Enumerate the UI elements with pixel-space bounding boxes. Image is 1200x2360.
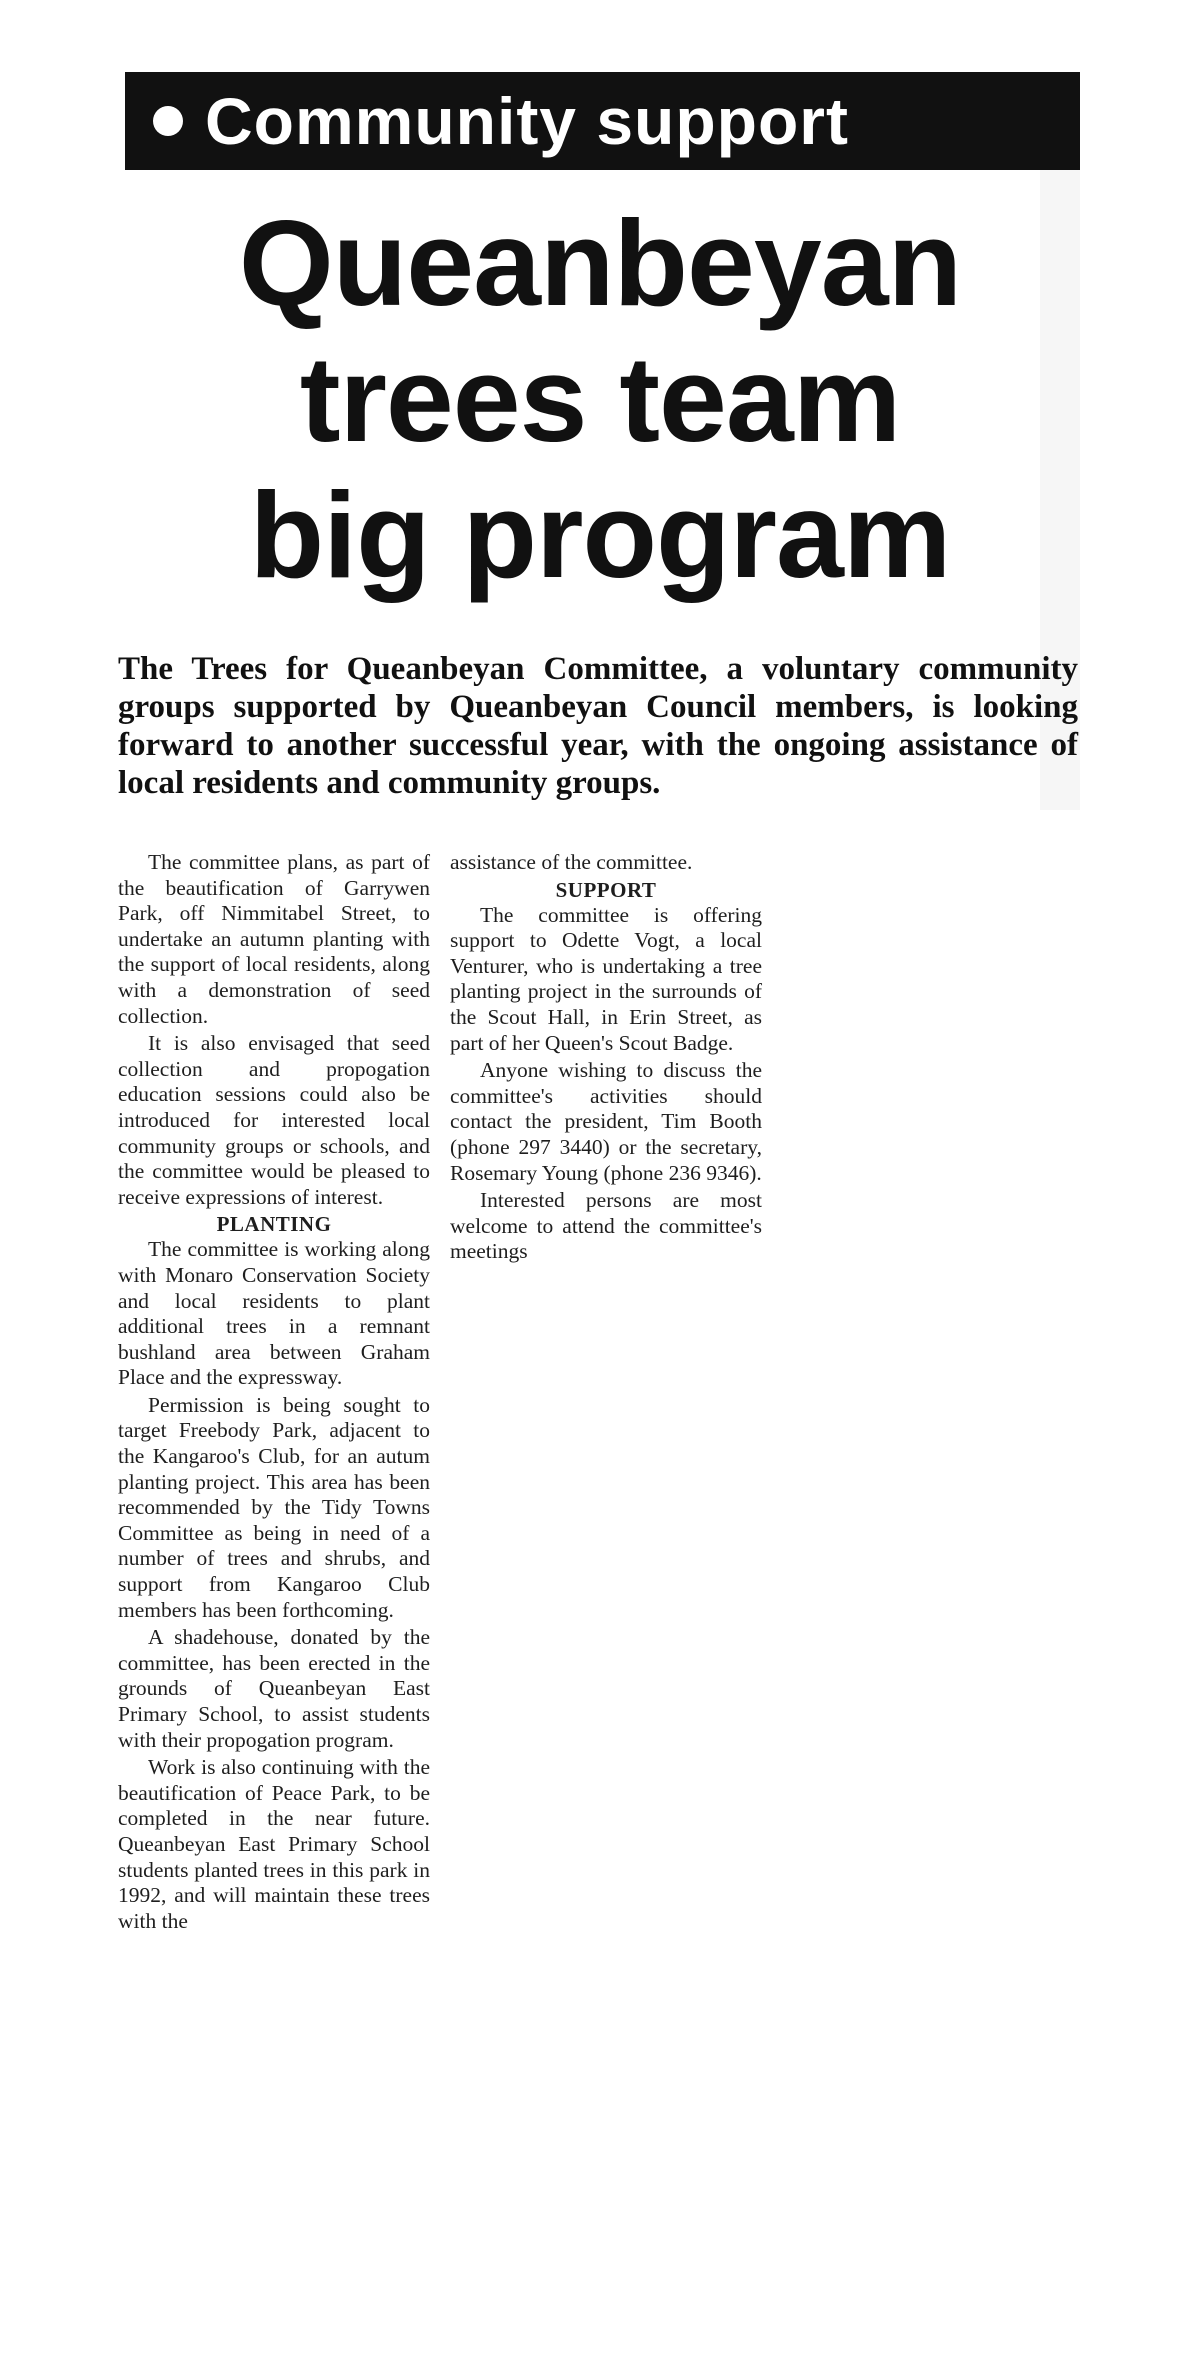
paragraph: The committee is working along with Monaro Conservation Society and local residents to plant additional trees in a remnant bushland area between Graham Place and the expressway. xyxy=(118,1237,430,1390)
headline-line-2: trees team xyxy=(299,331,901,467)
article-column-left xyxy=(118,850,430,1936)
section-banner xyxy=(125,72,1080,170)
paragraph: assistance of the committee. xyxy=(450,850,693,874)
paragraph: A shadehouse, donated by the committee, has been erected in the grounds of Queanbeyan East Primary School, to assist students with their propogation program. xyxy=(118,1625,430,1752)
section-banner-label: Community support xyxy=(205,84,849,158)
subhead-support: SUPPORT xyxy=(555,877,657,902)
bullet-icon xyxy=(153,106,183,136)
paragraph: Interested persons are most welcome to attend the committee's meetings xyxy=(450,1188,762,1264)
paragraph: The committee plans, as part of the beautification of Garrywen Park, off Nimmitabel Street, to undertake an autumn planting with the support of local residents, along with a demonstration of seed collection. xyxy=(118,850,430,1028)
paragraph: Permission is being sought to target Freebody Park, adjacent to the Kangaroo's Club, for an autum planting project. This area has been recommended by the Tidy Towns Committee as being in need of a number of trees and shrubs, and support from Kangaroo Club members has been forthcoming. xyxy=(118,1392,430,1622)
headline-line-1: Queanbeyan xyxy=(238,195,962,331)
paragraph: Anyone wishing to discuss the committee's activities should contact the president, Tim Booth (phone 297 3440) or the secretary, Rosemary Young (phone 236 9346). xyxy=(450,1058,762,1185)
article-column-right xyxy=(450,850,762,1267)
headline xyxy=(150,195,1050,603)
paragraph: It is also envisaged that seed collection and propogation education sessions could also be introduced for interested local community groups or schools, and the committee would be pleased to receive expressions of interest. xyxy=(118,1031,430,1209)
paragraph: The committee is offering support to Odette Vogt, a local Venturer, who is undertaking a tree planting project in the surrounds of the Scout Hall, in Erin Street, as part of her Queen's Scout Badge. xyxy=(450,902,762,1055)
headline-line-3: big program xyxy=(249,467,951,603)
standfirst-intro: The Trees for Queanbeyan Committee, a voluntary community groups supported by Queanbeyan Council members, is looking forward to another successful year, with the ongoing assistance of local residents and community groups. xyxy=(118,651,1078,801)
subhead-planting: PLANTING xyxy=(216,1212,332,1237)
paragraph: Work is also continuing with the beautification of Peace Park, to be completed in the near future. Queanbeyan East Primary School students planted trees in this park in 1992, and will maintain these trees with the xyxy=(118,1755,430,1933)
